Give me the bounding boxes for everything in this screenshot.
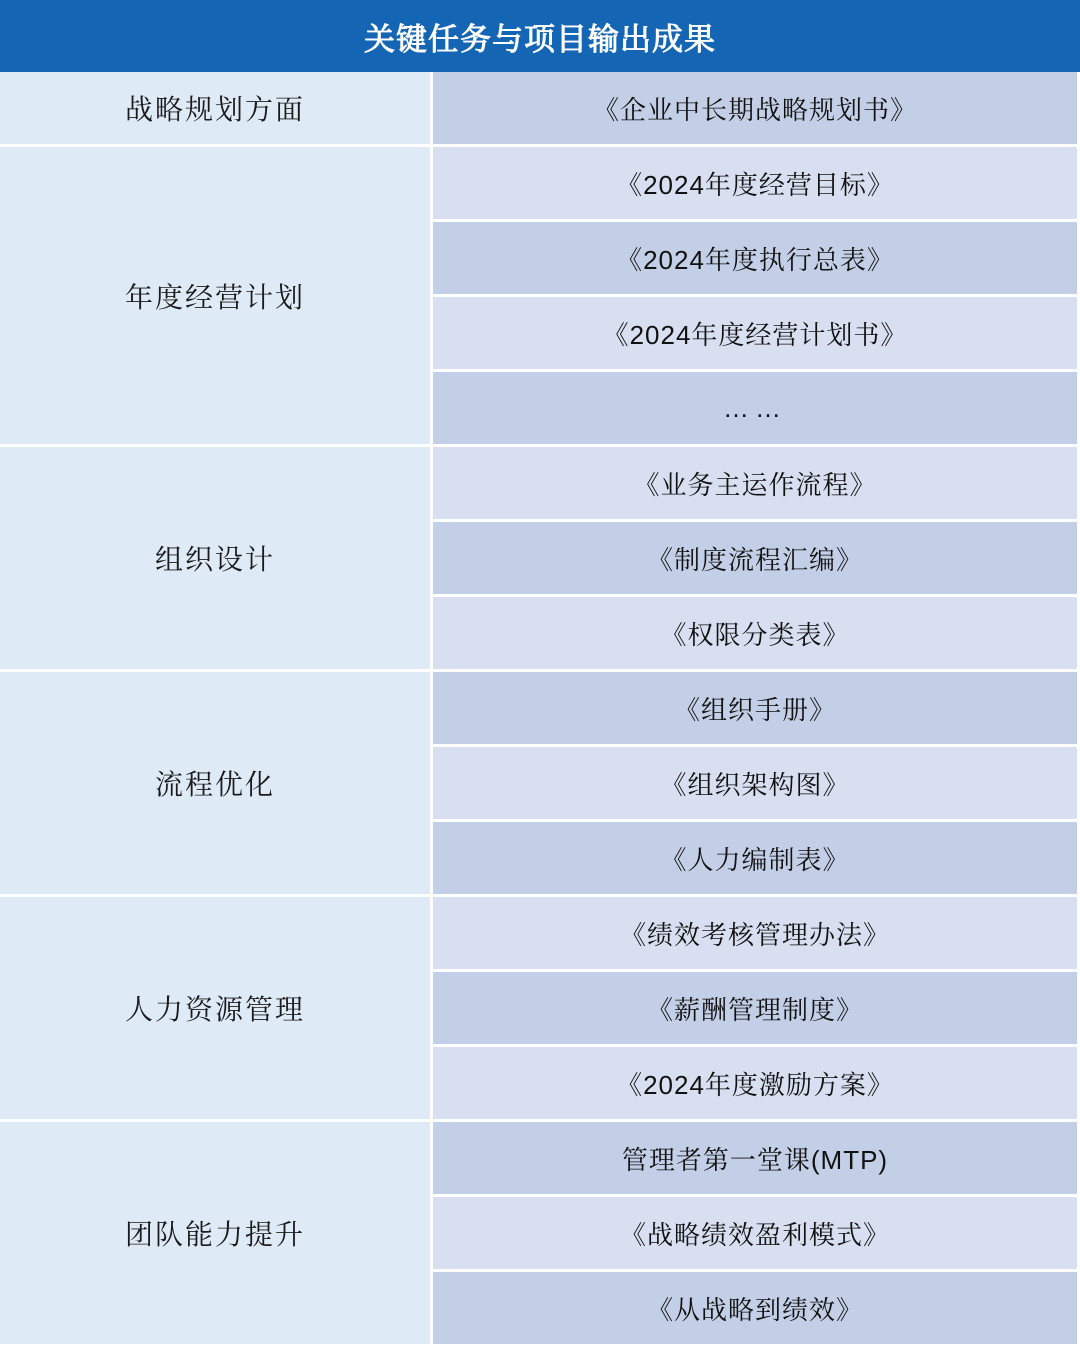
deliverable-cell: 管理者第一堂课(MTP) — [433, 1122, 1080, 1197]
table-row — [0, 897, 1080, 972]
deliverable-cell: 《2024年度经营计划书》 — [433, 297, 1080, 372]
deliverables-table — [0, 72, 1080, 1347]
deliverable-cell: …… — [433, 372, 1080, 447]
deliverable-cell: 《组织手册》 — [433, 672, 1080, 747]
deliverable-cell: 《人力编制表》 — [433, 822, 1080, 897]
deliverable-cell: 《2024年度激励方案》 — [433, 1047, 1080, 1122]
table-body — [0, 72, 1080, 1347]
table-row — [0, 1122, 1080, 1197]
deliverable-cell: 《从战略到绩效》 — [433, 1272, 1080, 1347]
category-cell: 人力资源管理 — [0, 897, 433, 1122]
deliverable-cell: 《战略绩效盈利模式》 — [433, 1197, 1080, 1272]
category-cell: 战略规划方面 — [0, 72, 433, 147]
category-cell: 组织设计 — [0, 447, 433, 672]
table-row — [0, 147, 1080, 222]
deliverable-cell: 《权限分类表》 — [433, 597, 1080, 672]
deliverable-cell: 《组织架构图》 — [433, 747, 1080, 822]
deliverable-cell: 《制度流程汇编》 — [433, 522, 1080, 597]
deliverable-cell: 《绩效考核管理办法》 — [433, 897, 1080, 972]
deliverable-cell: 《业务主运作流程》 — [433, 447, 1080, 522]
table-row — [0, 672, 1080, 747]
category-cell: 流程优化 — [0, 672, 433, 897]
category-cell: 年度经营计划 — [0, 147, 433, 447]
deliverable-cell: 《2024年度执行总表》 — [433, 222, 1080, 297]
category-cell: 团队能力提升 — [0, 1122, 433, 1347]
deliverable-cell: 《企业中长期战略规划书》 — [433, 72, 1080, 147]
page-title: 关键任务与项目输出成果 — [0, 0, 1080, 72]
deliverable-cell: 《薪酬管理制度》 — [433, 972, 1080, 1047]
table-row — [0, 447, 1080, 522]
deliverable-cell: 《2024年度经营目标》 — [433, 147, 1080, 222]
table-row — [0, 72, 1080, 147]
